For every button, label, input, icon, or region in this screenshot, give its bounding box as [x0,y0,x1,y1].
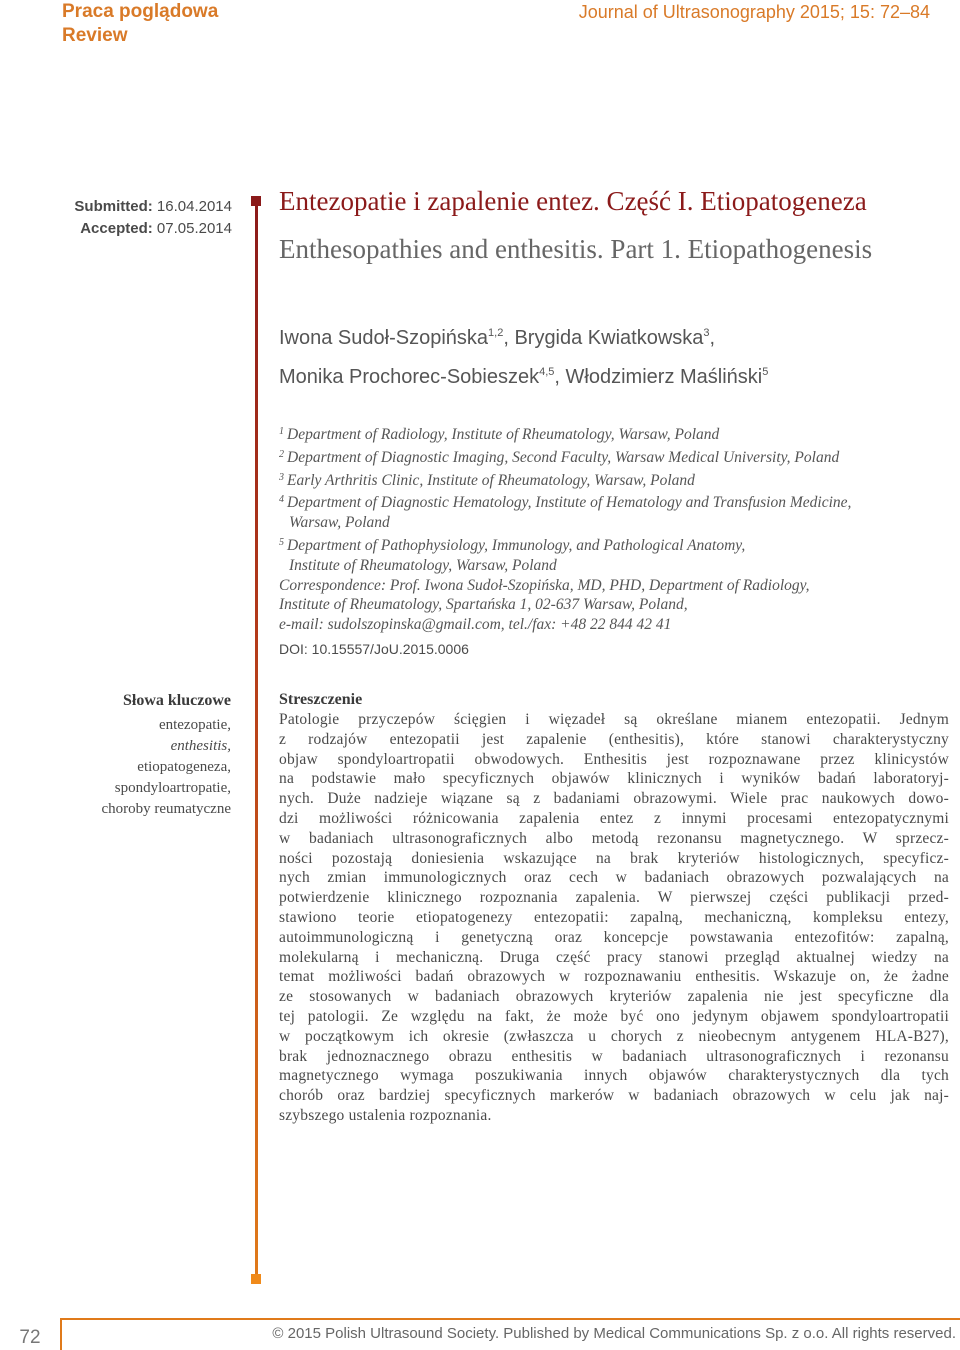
submitted-label: Submitted: [74,198,153,215]
author-list [279,316,768,394]
author-separator: , [554,366,566,388]
submitted-value: 16.04.2014 [156,198,232,215]
affiliation-item [279,422,949,445]
affiliation-text: Department of Pathophysiology, Immunology, and Pathological Anatomy, [287,536,746,554]
article-type-en: Review [62,25,128,46]
journal-citation: Journal of Ultrasonography 2015; 15: 72–84 [578,2,930,22]
correspondence-line: Institute of Rheumatology, Spartańska 1, 02-637 Warsaw, Poland, [279,596,688,614]
affiliation-number: 2 [279,448,284,460]
vertical-rule [255,200,258,1280]
abstract-line: molekularną i mechaniczną. Druga część pracy stanowi przegląd aktualnej wiedzy na [279,948,949,966]
keyword: entezopatie, [158,717,231,733]
accepted-value: 07.05.2014 [156,220,232,237]
affiliation-item [279,468,949,491]
abstract-line: z rodzajów entezopatii jest zapalenie (enthesitis), które stanowi charakterystyczny [279,730,949,748]
abstract-line: objaw spondyloartropatii obwodowych. Enthesitis jest rozpoznawane przez klinicystów [279,750,949,768]
author-name: Brygida Kwiatkowska [514,327,704,349]
abstract-line: nych zmian immunologicznych oraz cech w badaniach obrazowych pozwalających na [279,869,949,887]
keyword: spondyloartropatie, [114,780,231,796]
affiliation-continuation: Institute of Rheumatology, Warsaw, Poland [289,556,557,574]
affiliation-text: Early Arthritis Clinic, Institute of Rheumatology, Warsaw, Poland [287,471,695,489]
abstract-line: w badaniach ultrasonograficznych albo metodą rezonansu magnetycznego. W sprzecz- [279,829,949,847]
page-number: 72 [19,1327,41,1348]
abstract-line: na podstawie mało specyficznych objawów klinicznych i wyników badań laboratoryj- [279,770,949,788]
footer-rule [60,1318,960,1320]
affiliation-item [279,533,949,556]
title-english: Enthesopathies and enthesitis. Part 1. Etiopathogenesis [279,234,873,264]
keyword: enthesitis, [170,738,231,754]
abstract-line: dzi możliwości różnicowania zapalenia entez z innymi procesami entezopatycznymi [279,809,949,827]
abstract-line: brak jednoznacznego obrazu enthesitis w badaniach ultrasonograficznych i rezonansu [279,1047,949,1065]
abstract-line: w początkowym ich okresie (zwłaszcza u chorych z nieobecnym antygenem HLA-B27), [279,1027,949,1045]
affiliation-number: 5 [279,536,284,548]
abstract-line: Patologie przyczepów ścięgien i więzadeł są określane mianem entezopatii. Jednym [279,711,949,728]
affiliations [279,422,949,635]
abstract-line: szybszego ustalenia rozpoznania. [279,1106,492,1124]
affiliation-continuation: Warsaw, Poland [289,514,390,532]
abstract-line: tej patologii. Ze względu na fakt, że może być ono jedynym objawem spondyloartropatii [279,1007,949,1025]
footer-separator [60,1318,62,1350]
affiliation-number: 3 [279,471,284,483]
affiliation-text: Department of Radiology, Institute of Rheumatology, Warsaw, Poland [287,426,720,443]
author-name: Iwona Sudoł-Szopińska [279,327,489,349]
abstract-line: ności pozostają doniesienia wskazujące na brak kryteriów histologicznych, specyficz- [279,849,949,867]
author-name: Włodzimierz Maśliński [565,366,763,388]
affiliation-number: 4 [279,494,284,506]
author-affiliation: 5 [762,366,769,378]
abstract-heading: Streszczenie [279,691,363,708]
keyword: etiopatogeneza, [137,759,231,775]
author-affiliation: 3 [703,327,710,339]
author-separator: , [709,327,716,349]
abstract-line: potwierdzenie klinicznego rozpoznania zapalenia. W pierwszej części publikacji przed- [279,889,949,907]
article-type-pl: Praca poglądowa [62,1,219,22]
abstract-body [279,710,949,1126]
author-separator: , [503,327,515,349]
affiliation-text: Department of Diagnostic Hematology, Institute of Hematology and Transfusion Medicine, [287,494,852,512]
correspondence-line: e-mail: sudolszopinska@gmail.com, tel./fax: +48 22 844 42 41 [279,616,672,634]
abstract-line: chorób oraz bardziej specyficznych markerów w badaniach obrazowych w celu jak naj- [279,1087,949,1105]
affiliation-text: Department of Diagnostic Imaging, Second Faculty, Warsaw Medical University, Poland [287,448,840,466]
abstract-line: stawiono teorie etiopatogenezy entezopatii: zapalną, mechaniczną, kompleksu entezy, [279,908,949,926]
keywords-box [31,690,231,820]
copyright-notice: © 2015 Polish Ultrasound Society. Published by Medical Communications Sp. z o.o. All rights reserved. [272,1325,956,1342]
abstract-line: nych. Duże nadzieje wiązane są z badaniami obrazowymi. Wiele prac naukowych dowo- [279,790,949,808]
affiliation-item [279,490,949,513]
rule-bottom-marker [251,1274,261,1284]
title-polish: Entezopatie i zapalenie entez. Część I. Etiopatogeneza [279,186,867,216]
abstract-line: autoimmunologiczną i genetyczną oraz koncepcje powstawania entezofitów: zapalną, [279,928,949,946]
submission-dates [74,196,232,240]
abstract-line: ze stosowanych w badaniach obrazowych kryteriów zapalenia nie jest specyficzne dla [279,988,949,1006]
affiliation-number: 1 [279,426,284,437]
affiliation-item [279,445,949,468]
doi[interactable]: DOI: 10.15557/JoU.2015.0006 [279,641,469,657]
author-affiliation: 1,2 [488,327,504,339]
correspondence-line: Correspondence: Prof. Iwona Sudoł-Szopińska, MD, PHD, Department of Radiology, [279,576,810,594]
article-type [62,0,218,48]
abstract-line: temat możliwości badań obrazowych w rozpoznawaniu enthesitis. Wskazuje on, że żadne [279,968,949,986]
accepted-label: Accepted: [80,220,153,237]
abstract-line: magnetycznego wymaga poszukiwania innych objawów charakterystycznych dla tych [279,1067,949,1085]
keyword: choroby reumatyczne [101,801,231,817]
keywords-heading: Słowa kluczowe [123,692,231,709]
author-name: Monika Prochorec-Sobieszek [279,366,540,388]
author-affiliation: 4,5 [539,366,555,378]
